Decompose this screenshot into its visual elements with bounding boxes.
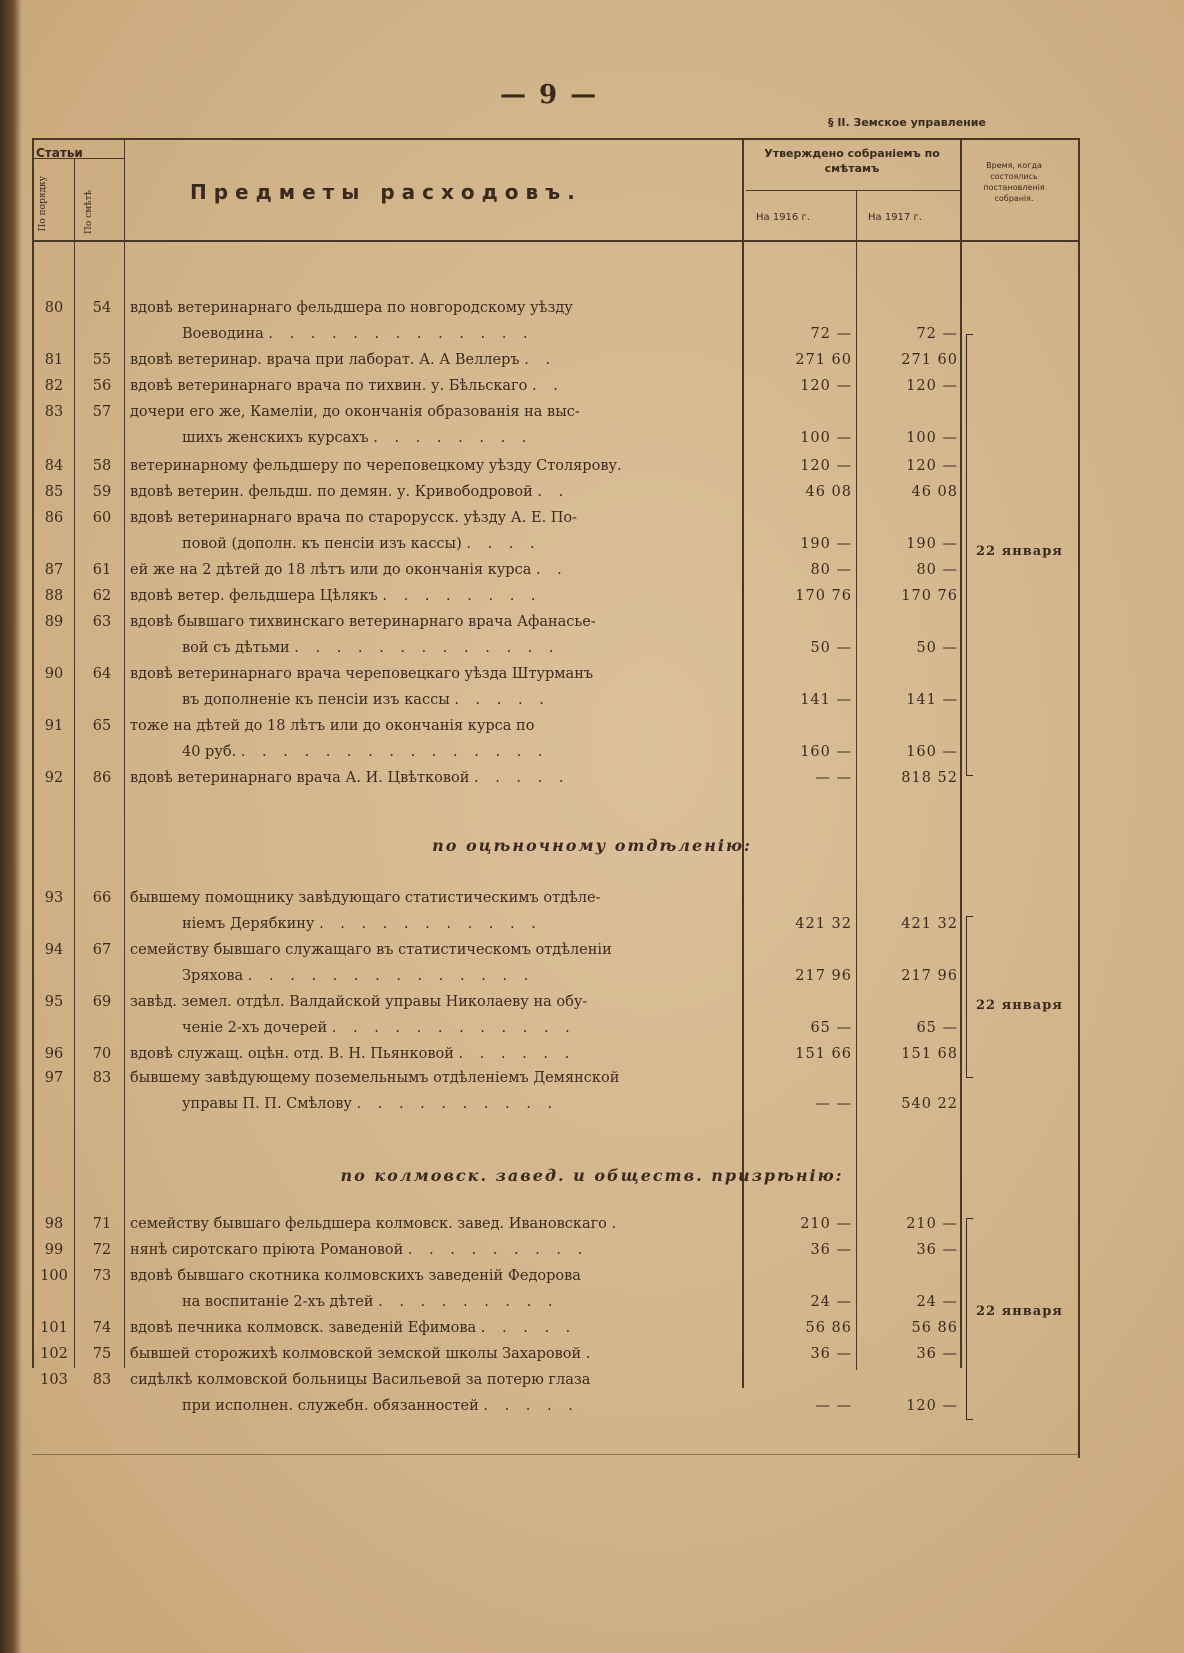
group-brace bbox=[966, 916, 973, 1078]
decision-date: 22 января bbox=[976, 998, 1063, 1013]
by-estimate-header: По смѣтѣ bbox=[84, 190, 94, 235]
articles-header: Статьи bbox=[36, 146, 83, 160]
decision-date: 22 января bbox=[976, 544, 1063, 559]
group-brace bbox=[966, 334, 973, 776]
decision-date: 22 января bbox=[976, 1304, 1063, 1319]
col-line-1916 bbox=[856, 190, 857, 1370]
col-line-title bbox=[742, 138, 744, 1388]
table-bottom-rule bbox=[32, 1454, 1078, 1455]
col-line-order bbox=[74, 158, 75, 1368]
section-subheading: по оцѣночному отдѣленію: bbox=[432, 836, 752, 855]
approved-header: Утверждено собраніемъ по смѣтамъ bbox=[764, 147, 940, 175]
header-bottom-rule bbox=[32, 240, 1078, 242]
header-top-rule bbox=[32, 138, 1078, 140]
page-number: — 9 — bbox=[500, 80, 599, 110]
approved-rule bbox=[746, 190, 960, 191]
binding-edge bbox=[0, 0, 22, 1653]
year-1916-header: На 1916 г. bbox=[756, 212, 810, 223]
section-subheading: по колмовск. завед. и обществ. призрѣнію: bbox=[340, 1166, 844, 1185]
year-1917-header: На 1917 г. bbox=[868, 212, 922, 223]
page-title: Предметы расходовъ. bbox=[190, 180, 582, 204]
document-page: — 9 — § II. Земское управление Статьи По порядку По смѣтѣ Предметы расходовъ. Утверждено собраніемъ по смѣтамъ На 1916 г. На 1917 г. Время, когда состоялись постановленія собранія. 80 54 вдовѣ ветеринарнаго фельдшера по новгородскому уѣзду Воеводина . . . . . . . . . . . . . 72 — 72 — 81 55 вдовѣ ветеринар. врача при лаборат. А. А Веллеръ . . 271 60 271 60 82 56 вдовѣ ветеринарнаго врача по тихвин. у. Бѣльскаго . . 120 — 120 — 83 57 дочери его же, Камеліи, до окончанія образованія на выс- шихъ женскихъ курсахъ . . . . . . . . 100 — 100 — 84 58 ветеринарному фельдшеру по череповецкому уѣзду Столярову. 120 — 120 — 85 59 вдовѣ ветерин. фельдш. по демян. у. Кривободровой . . 46 08 46 08 86 60 вдовѣ ветеринарнаго врача по старорусск. уѣзду А. Е. По- повой (дополн. къ пенсіи изъ кассы) . . . . 190 — 190 — 87 61 ей же на 2 дѣтей до 18 лѣтъ или до окончанія курса . . 80 — 80 — 88 62 вдовѣ ветер. фельдшера Цѣлякъ . . . . . . . . 170 76 170 76 89 63 вдовѣ бывшаго тихвинскаго ветеринарнаго врача Афанасье- вой съ дѣтьми . . . . . . . . . . . . . 50 — 50 — 90 64 вдовѣ ветеринарнаго врача череповецкаго уѣзда Штурманъ въ дополненіе къ пенсіи изъ кассы . . . . . 141 — 141 — 91 65 тоже на дѣтей до 18 лѣтъ или до окончанія курса по 40 руб. . . . . . . . . . . . . . . . 160 — 160 — 92 86 вдовѣ ветеринарнаго врача А. И. Цвѣтковой . . . . . — — 818 52 22 января по оцѣночному отдѣленію: 93 66 бывшему помощнику завѣдующаго статистическимъ отдѣле- ніемъ Дерябкину . . . . . . . . . . . 421 32 421 32 94 67 семейству бывшаго служащаго въ статистическомъ отдѣленіи Зряхова . . . . . . . . . . . . . . 217 96 217 96 95 69 завѣд. земел. отдѣл. Валдайской управы Николаеву на обу- ченіе 2-хъ дочерей . . . . . . . . . . . . 65 — 65 — 96 70 вдовѣ служащ. оцѣн. отд. В. Н. Пьянковой . . . . . . 151 66 151 68 97 83 бывшему завѣдующему поземельнымъ отдѣленіемъ Демянской управы П. П. Смѣлову . . . . . . . . . . — — 540 22 22 января по колмовск. завед. и обществ. призрѣнію: 98 71 семейству бывшаго фельдшера колмовск. завед. Ивановскаго . 210 — 210 — 99 72 нянѣ сиротскаго пріюта Романовой . . . . . . . . . 36 — 36 — 100 73 вдовѣ бывшаго скотника колмовскихъ заведеній Федорова на воспитаніе 2-хъ дѣтей . . . . . . . . . 24 — 24 — 101 74 вдовѣ печника колмовск. заведеній Ефимова . . . . . 56 86 56 86 102 75 бывшей сторожихѣ колмовской земской школы Захаровой . 36 — 36 — 103 83 сидѣлкѣ колмовской больницы Васильевой за потерю глаза при исполнен. служебн. обязанностей . . . . . — — 120 — 22 января bbox=[0, 0, 1184, 1653]
time-column-header: Время, когда состоялись постановленія собранія. bbox=[983, 161, 1045, 203]
col-line-right bbox=[1078, 138, 1080, 1458]
section-label: § II. Земское управление bbox=[828, 116, 986, 129]
by-order-header: По порядку bbox=[38, 176, 48, 232]
group-brace bbox=[966, 1218, 973, 1420]
